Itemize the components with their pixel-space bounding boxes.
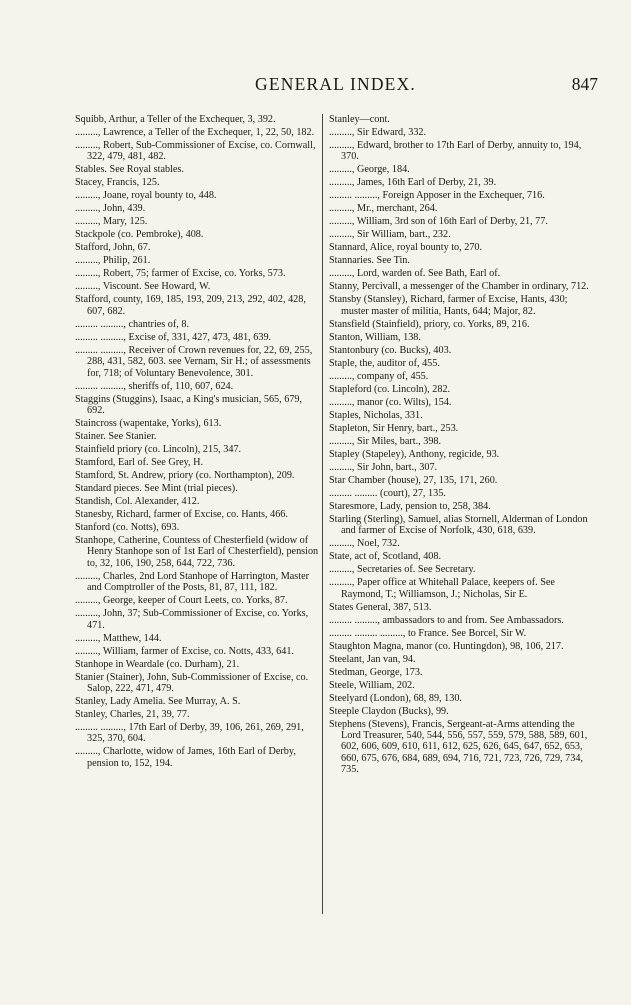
index-entry: Staincross (wapentake, Yorks), 613. [75, 418, 222, 430]
page-number: 847 [571, 74, 598, 94]
index-column-right [329, 114, 589, 777]
index-entry: ........., Joane, royal bounty to, 448. [75, 190, 217, 202]
index-entry: ........., William, farmer of Excise, co. Notts, 433, 641. [75, 645, 294, 657]
index-entry: States General, 387, 513. [329, 601, 432, 613]
index-entry: ........., Sir William, bart., 232. [329, 229, 451, 241]
index-entry: ........., James, 16th Earl of Derby, 21, 39. [329, 177, 497, 189]
index-entry: Steelyard (London), 68, 89, 130. [329, 692, 462, 704]
index-entry: Stanhope in Weardale (co. Durham), 21. [75, 658, 240, 670]
index-entry: Stainfield priory (co. Lincoln), 215, 347. [75, 444, 242, 456]
index-entry: Stansfield (Stainfield), priory, co. Yorks, 89, 216. [329, 318, 530, 330]
index-entry: State, act of, Scotland, 408. [329, 551, 442, 563]
index-entry: Steelant, Jan van, 94. [329, 653, 416, 665]
index-entry: ........., Viscount. See Howard, W. [75, 281, 211, 293]
index-entry: Staple, the, auditor of, 455. [329, 357, 440, 369]
index-entry: Stables. See Royal stables. [75, 164, 184, 176]
index-entry: ........., Noel, 732. [329, 538, 400, 550]
index-entry: ........., Lord, warden of. See Bath, Earl of. [329, 268, 501, 280]
index-entry: Stamford, Earl of. See Grey, H. [75, 457, 204, 469]
index-entry: ........., Mary, 125. [75, 216, 148, 228]
index-entry: Starling (Sterling), Samuel, alias Stornell, Alderman of London and farmer of Excise of Norfolk, 430, 618, 639. [329, 513, 588, 537]
index-entry: Standish, Col. Alexander, 412. [75, 496, 200, 508]
running-head [0, 74, 631, 96]
index-entry: ......... ........., chantries of, 8. [75, 318, 190, 330]
index-entry: Stannard, Alice, royal bounty to, 270. [329, 242, 483, 254]
index-entry: ........., manor (co. Wilts), 154. [329, 396, 452, 408]
index-entry: Stapleton, Sir Henry, bart., 253. [329, 422, 459, 434]
index-entry: Staresmore, Lady, pension to, 258, 384. [329, 500, 491, 512]
index-entry: ........., Sir Miles, bart., 398. [329, 435, 442, 447]
index-entry: ........., Charlotte, widow of James, 16th Earl of Derby, pension to, 152, 194. [75, 746, 296, 769]
index-entry: Staples, Nicholas, 331. [329, 409, 423, 421]
index-entry: Stanley, Lady Amelia. See Murray, A. S. [75, 696, 241, 708]
index-entry: ......... ........., ambassadors to and from. See Ambassadors. [329, 614, 564, 626]
running-title: GENERAL INDEX. [255, 74, 416, 94]
index-entry: Standard pieces. See Mint (trial pieces). [75, 483, 238, 495]
index-entry: Stafford, county, 169, 185, 193, 209, 213, 292, 402, 428, 607, 682. [75, 294, 306, 317]
index-entry: Stanford (co. Notts), 693. [75, 522, 180, 534]
index-entry: Stansby (Stansley), Richard, farmer of Excise, Hants, 430; muster master of militia, Hants, 644; Major, 82. [329, 294, 568, 317]
index-entry: ........., Secretaries of. See Secretary. [329, 564, 476, 576]
index-entry: ......... ........., 17th Earl of Derby, 39, 106, 261, 269, 291, 325, 370, 604. [75, 722, 304, 745]
index-entry: Stanhope, Catherine, Countess of Chesterfield (widow of Henry Stanhope son of 1st Earl of Chesterfield), pension to, 32, 106, 190, 258, 644, 722, 736. [75, 535, 319, 569]
index-entry: ........., Robert, 75; farmer of Excise, co. Yorks, 573. [75, 268, 286, 280]
index-entry: ........., George, keeper of Court Leets, co. Yorks, 87. [75, 595, 288, 607]
index-entry: ......... ........., Excise of, 331, 427, 473, 481, 639. [75, 331, 272, 343]
index-entry: ........., Charles, 2nd Lord Stanhope of Harrington, Master and Comptroller of the Posts, 81, 87, 111, 182. [75, 570, 309, 594]
index-entry: Stanley, Charles, 21, 39, 77. [75, 709, 190, 721]
index-entry: Stacey, Francis, 125. [75, 177, 160, 189]
index-entry: ........., William, 3rd son of 16th Earl of Derby, 21, 77. [329, 216, 548, 228]
index-entry: ........., company of, 455. [329, 370, 429, 382]
index-entry: Stanier (Stainer), John, Sub-Commissioner of Excise, co. Salop, 222, 471, 479. [75, 671, 309, 695]
index-entry: Steeple Claydon (Bucks), 99. [329, 705, 449, 717]
index-entry: ........., John, 37; Sub-Commissioner of Excise, co. Yorks, 471. [75, 608, 309, 631]
index-entry: Stanley—cont. [329, 114, 390, 125]
index-entry: ........., Sir John, bart., 307. [329, 461, 438, 473]
index-entry: ........., Paper office at Whitehall Palace, keepers of. See Raymond, T.; Williamson, J.; Nicholas, Sir E. [329, 577, 555, 600]
index-entry: Staggins (Stuggins), Isaac, a King's musician, 565, 679, 692. [75, 393, 303, 417]
index-entry: Stanton, William, 138. [329, 331, 421, 343]
index-entry: Staughton Magna, manor (co. Huntingdon), 98, 106, 217. [329, 640, 564, 652]
index-column-left [75, 114, 320, 771]
index-entry: Steele, William, 202. [329, 679, 415, 691]
index-entry: Stainer. See Stanier. [75, 431, 157, 443]
index-entry: ........., Philip, 261. [75, 255, 151, 267]
index-entry: ........., Mr., merchant, 264. [329, 203, 438, 215]
index-entry: Stantonbury (co. Bucks), 403. [329, 344, 452, 356]
index-entry: Stamford, St. Andrew, priory (co. Northampton), 209. [75, 470, 295, 482]
index-entry: ........., Lawrence, a Teller of the Exchequer, 1, 22, 50, 182. [75, 127, 315, 138]
index-entry: ......... ........., Foreign Apposer in the Exchequer, 716. [329, 190, 545, 202]
index-entry: ........., Edward, brother to 17th Earl of Derby, annuity to, 194, 370. [329, 140, 582, 163]
index-entry: ........., Matthew, 144. [75, 632, 162, 644]
index-entry: Stanesby, Richard, farmer of Excise, co. Hants, 466. [75, 509, 288, 521]
index-entry: Stapley (Stapeley), Anthony, regicide, 93. [329, 448, 500, 460]
index-entry: ......... ........., sheriffs of, 110, 607, 624. [75, 380, 234, 392]
column-divider [322, 114, 323, 914]
index-entry: Stafford, John, 67. [75, 242, 151, 254]
index-entry: ........., Robert, Sub-Commissioner of Excise, co. Cornwall, 322, 479, 481, 482. [75, 140, 316, 163]
index-entry: ........., John, 439. [75, 203, 146, 215]
index-entry: Star Chamber (house), 27, 135, 171, 260. [329, 474, 498, 486]
index-entry: Stackpole (co. Pembroke), 408. [75, 229, 204, 241]
index-entry: Stanny, Percivall, a messenger of the Chamber in ordinary, 712. [329, 281, 589, 293]
index-entry: ......... ........., Receiver of Crown revenues for, 22, 69, 255, 288, 431, 582, 603. see Vernam, Sir H.; of assessments for, 718; of Voluntary Benevolence, 301. [75, 344, 313, 379]
index-entry: Stedman, George, 173. [329, 666, 423, 678]
index-entry: ......... ......... ........., to France. See Borcel, Sir W. [329, 627, 527, 639]
index-entry: Stapleford (co. Lincoln), 282. [329, 383, 451, 395]
index-entry: Squibb, Arthur, a Teller of the Exchequer, 3, 392. [75, 114, 276, 125]
index-entry: ......... ......... (court), 27, 135. [329, 487, 446, 499]
index-entry: ........., Sir Edward, 332. [329, 127, 427, 138]
index-entry: Stephens (Stevens), Francis, Sergeant-at-Arms attending the Lord Treasurer, 540, 544, 556, 557, 559, 579, 588, 589, 601, 602, 606, 609, 610, 611, 612, 625, 626, 645, 647, 652, 653, 660, 675, 676, 684, 689, 694, 716, 721, 723, 726, 729, 734, 735. [329, 718, 588, 776]
index-entry: ........., George, 184. [329, 164, 410, 176]
index-entry: Stannaries. See Tin. [329, 255, 410, 267]
